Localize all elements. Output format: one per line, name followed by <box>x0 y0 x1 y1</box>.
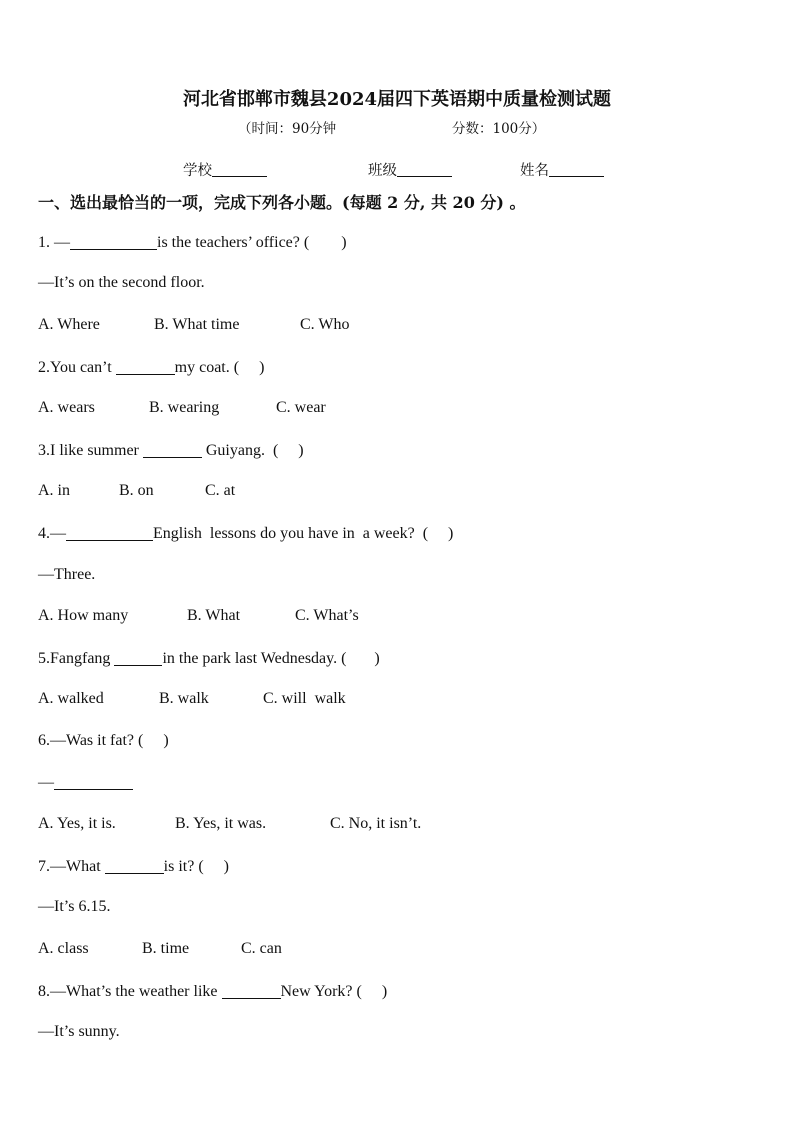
option-c[interactable]: C. can <box>241 940 282 957</box>
question-text: 8.—What’s the weather like <box>38 983 222 1000</box>
school-label: 学校 <box>183 163 212 179</box>
question-6-options <box>38 815 421 833</box>
question-3 <box>38 441 304 460</box>
question-6-answer <box>38 773 133 792</box>
question-8-answer: —It’s sunny. <box>38 1023 120 1040</box>
question-text: Guiyang. ( ) <box>201 442 304 459</box>
option-a[interactable]: A. walked <box>38 690 104 707</box>
option-b[interactable]: B. What <box>187 607 241 624</box>
option-a[interactable]: A. Where <box>38 316 100 333</box>
question-text: 4.— <box>38 525 66 542</box>
question-text: English lessons do you have in a week? ( ) <box>153 525 454 542</box>
question-4-answer: —Three. <box>38 566 96 583</box>
answer-blank[interactable] <box>114 649 162 666</box>
option-b[interactable]: B. walk <box>159 690 209 707</box>
question-7-answer: —It’s 6.15. <box>38 898 111 915</box>
option-a[interactable]: A. How many <box>38 607 129 624</box>
school-field <box>183 159 267 180</box>
answer-blank[interactable] <box>54 773 133 790</box>
question-4 <box>38 524 453 543</box>
name-label: 姓名 <box>520 163 549 179</box>
question-7-options <box>38 940 282 958</box>
question-2-options <box>38 399 326 417</box>
question-6: 6.—Was it fat? ( ) <box>38 732 169 749</box>
question-text: in the park last Wednesday. ( ) <box>162 650 380 667</box>
question-7 <box>38 857 229 876</box>
section-heading: 一、选出最恰当的一项，完成下列各小题。(每题 2 分, 共 20 分) 。 <box>38 193 526 212</box>
school-blank[interactable] <box>212 161 267 177</box>
question-2 <box>38 358 264 377</box>
question-text: 2.You can’t <box>38 359 116 376</box>
option-a[interactable]: A. wears <box>38 399 95 416</box>
answer-blank[interactable] <box>222 982 281 999</box>
question-5-options <box>38 690 346 708</box>
class-label: 班级 <box>368 163 397 179</box>
answer-blank[interactable] <box>70 233 157 250</box>
answer-blank[interactable] <box>143 441 202 458</box>
question-3-options <box>38 482 235 500</box>
option-c[interactable]: C. What’s <box>295 607 359 624</box>
option-c[interactable]: C. Who <box>300 316 350 333</box>
option-a[interactable]: A. class <box>38 940 89 957</box>
option-b[interactable]: B. Yes, it was. <box>175 815 267 832</box>
question-4-options <box>38 607 359 625</box>
class-blank[interactable] <box>397 161 452 177</box>
question-text: 7.—What <box>38 858 105 875</box>
question-text: is the teachers’ office? ( ) <box>157 234 347 251</box>
option-b[interactable]: B. on <box>119 482 154 499</box>
question-text: is it? ( ) <box>163 858 229 875</box>
question-text: New York? ( ) <box>280 983 388 1000</box>
question-1-answer: —It’s on the second floor. <box>38 274 205 291</box>
option-c[interactable]: C. No, it isn’t. <box>330 815 422 832</box>
question-text: my coat. ( ) <box>174 359 265 376</box>
option-c[interactable]: C. will walk <box>263 690 346 707</box>
question-text: 1. — <box>38 234 70 251</box>
option-b[interactable]: B. time <box>142 940 190 957</box>
name-blank[interactable] <box>549 161 604 177</box>
question-text: 5.Fangfang <box>38 650 115 667</box>
question-8 <box>38 982 387 1001</box>
class-field <box>368 159 452 180</box>
answer-blank[interactable] <box>116 358 175 375</box>
question-5 <box>38 649 380 668</box>
answer-blank[interactable] <box>105 857 164 874</box>
dash: — <box>38 774 54 791</box>
option-b[interactable]: B. wearing <box>149 399 220 416</box>
option-a[interactable]: A. in <box>38 482 70 499</box>
question-1 <box>38 233 347 252</box>
option-b[interactable]: B. What time <box>154 316 240 333</box>
exam-title: 河北省邯郸市魏县2024届四下英语期中质量检测试题 <box>182 89 612 110</box>
option-a[interactable]: A. Yes, it is. <box>38 815 116 832</box>
question-text: 3.I like summer <box>38 442 143 459</box>
option-c[interactable]: C. at <box>205 482 236 499</box>
exam-time: （时间：90分钟 <box>238 121 337 137</box>
name-field <box>520 159 604 180</box>
answer-blank[interactable] <box>66 524 153 541</box>
option-c[interactable]: C. wear <box>276 399 326 416</box>
question-1-options <box>38 316 349 334</box>
exam-score: 分数：100分） <box>452 121 546 137</box>
